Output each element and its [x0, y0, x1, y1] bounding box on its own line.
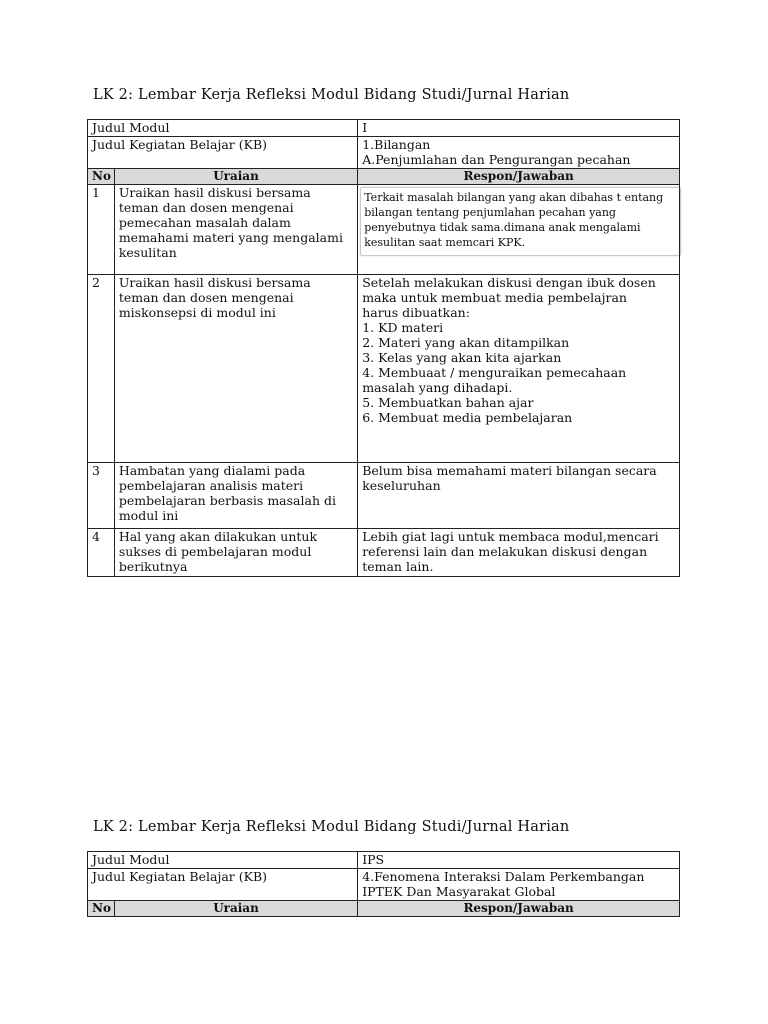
header-no: No	[88, 901, 115, 917]
kb-row	[88, 869, 680, 901]
kb-line: 4.Fenomena Interaksi Dalam Perkembangan	[362, 869, 645, 884]
table-header	[88, 169, 680, 185]
kb-row	[88, 137, 680, 169]
header-respon: Respon/Jawaban	[358, 169, 680, 185]
row-respon: Belum bisa memahami materi bilangan secara keseluruhan	[358, 463, 680, 529]
row-number: 4	[88, 529, 115, 577]
response-line: maka untuk membuat media pembelajran	[362, 290, 627, 305]
kb-line: A.Penjumlahan dan Pengurangan pecahan	[362, 152, 631, 167]
response-line: masalah yang dihadapi.	[362, 380, 513, 395]
modul-label: Judul Modul	[88, 120, 358, 137]
row-number: 2	[88, 275, 115, 463]
modul-row	[88, 120, 680, 137]
row-uraian: Hal yang akan dilakukan untuk sukses di pembelajaran modul berikutnya	[114, 529, 357, 577]
response-line: 1. KD materi	[362, 320, 444, 335]
header-uraian: Uraian	[114, 901, 357, 917]
kb-value	[358, 869, 680, 901]
header-uraian: Uraian	[114, 169, 357, 185]
modul-value: I	[358, 120, 680, 137]
row-number: 3	[88, 463, 115, 529]
header-respon: Respon/Jawaban	[358, 901, 680, 917]
modul-label: Judul Modul	[88, 852, 358, 869]
kb-label: Judul Kegiatan Belajar (KB)	[88, 137, 358, 169]
response-line: 4. Membuaat / menguraikan pemecahaan	[362, 365, 627, 380]
response-line: 5. Membuatkan bahan ajar	[362, 395, 534, 410]
reflection-table	[87, 851, 680, 917]
kb-label: Judul Kegiatan Belajar (KB)	[88, 869, 358, 901]
row-respon: Lebih giat lagi untuk membaca modul,mencari referensi lain dan melakukan diskusi dengan teman lain.	[358, 529, 680, 577]
table-row	[88, 529, 680, 577]
row-uraian: Hambatan yang dialami pada pembelajaran analisis materi pembelajaran berbasis masalah di modul ini	[114, 463, 357, 529]
reflection-table	[87, 119, 680, 577]
response-line: Setelah melakukan diskusi dengan ibuk dosen	[362, 275, 656, 290]
modul-value: IPS	[358, 852, 680, 869]
table-row	[88, 185, 680, 275]
kb-value	[358, 137, 680, 169]
row-respon	[358, 275, 680, 463]
kb-line: 1.Bilangan	[362, 137, 431, 152]
page-title: LK 2: Lembar Kerja Refleksi Modul Bidang Studi/Jurnal Harian	[93, 819, 570, 835]
response-line: 3. Kelas yang akan kita ajarkan	[362, 350, 562, 365]
modul-row	[88, 852, 680, 869]
page-title: LK 2: Lembar Kerja Refleksi Modul Bidang Studi/Jurnal Harian	[93, 87, 570, 103]
response-textbox: Terkait masalah bilangan yang akan dibahas t entang bilangan tentang penjumlahan pecahan yang penyebutnya tidak sama.dimana anak mengalami kesulitan saat memcari KPK.	[360, 187, 681, 256]
response-line: 6. Membuat media pembelajaran	[362, 410, 573, 425]
kb-line: IPTEK Dan Masyarakat Global	[362, 884, 556, 899]
row-uraian: Uraikan hasil diskusi bersama teman dan dosen mengenai miskonsepsi di modul ini	[114, 275, 357, 463]
response-line: harus dibuatkan:	[362, 305, 470, 320]
table-row	[88, 275, 680, 463]
table-row	[88, 463, 680, 529]
row-uraian: Uraikan hasil diskusi bersama teman dan dosen mengenai pemecahan masalah dalam memahami materi yang mengalami kesulitan	[114, 185, 357, 275]
response-line: 2. Materi yang akan ditampilkan	[362, 335, 570, 350]
row-respon	[358, 185, 680, 275]
header-no: No	[88, 169, 115, 185]
row-number: 1	[88, 185, 115, 275]
table-header	[88, 901, 680, 917]
